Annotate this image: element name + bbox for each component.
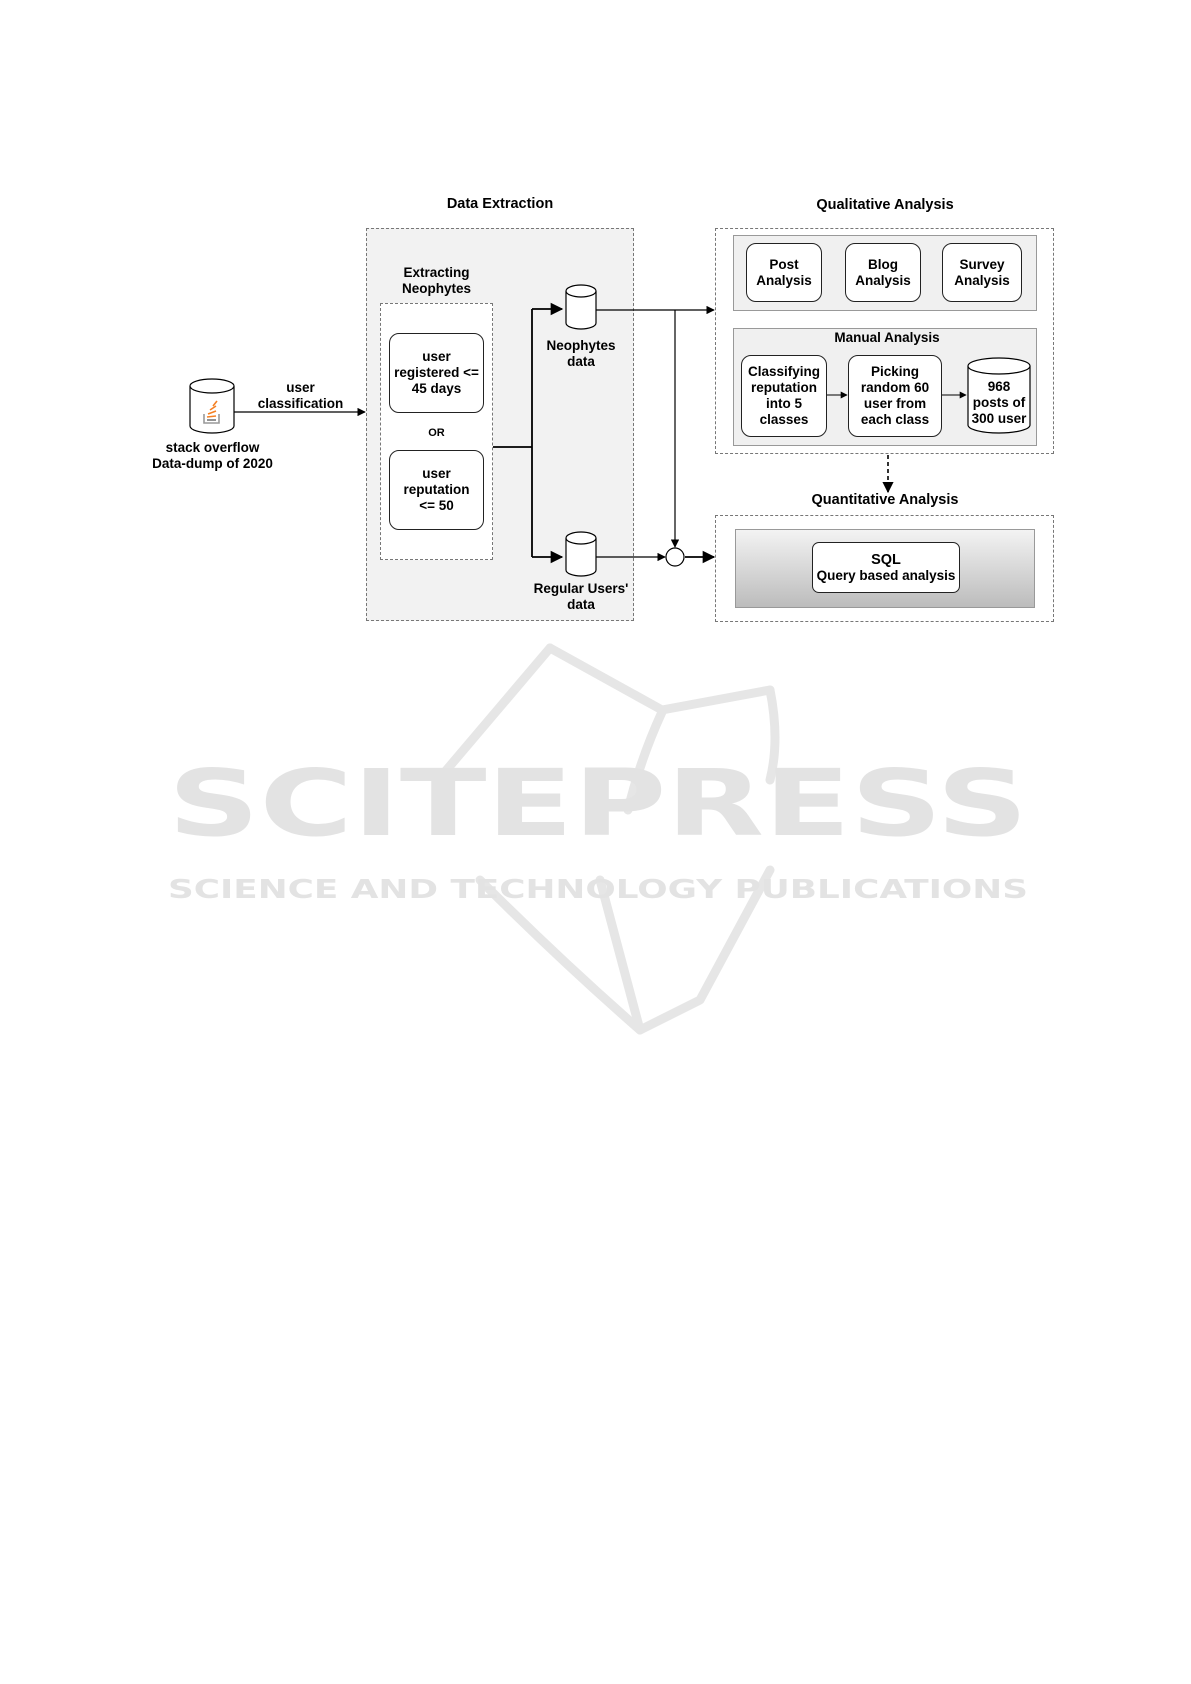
sql-subtitle: Query based analysis — [816, 567, 956, 583]
svg-text:SCITEPRESS: SCITEPRESS — [168, 750, 1028, 857]
survey-analysis-box: Survey Analysis — [942, 243, 1022, 302]
qualitative-analysis-title: Qualitative Analysis — [816, 197, 954, 213]
quantitative-analysis-title: Quantitative Analysis — [811, 492, 959, 508]
regular-users-data-label: Regular Users' data — [533, 581, 629, 612]
result-posts-label: 968 posts of 300 user — [971, 379, 1027, 426]
regular-users-database-icon — [566, 532, 596, 576]
blog-analysis-box: Blog Analysis — [845, 243, 921, 302]
or-label: OR — [428, 427, 445, 439]
neophytes-data-label: Neophytes data — [546, 338, 616, 369]
classify-reputation-box: Classifying reputation into 5 classes — [741, 355, 827, 437]
criteria-reputation-box: user reputation <= 50 — [389, 450, 484, 530]
stack-overflow-database-icon — [190, 379, 234, 433]
data-extraction-title: Data Extraction — [446, 196, 554, 212]
svg-text:SCIENCE AND TECHNOLOGY PUBLICA: SCIENCE AND TECHNOLOGY PUBLICATIONS — [168, 875, 1028, 905]
source-label: stack overflow Data-dump of 2020 — [152, 440, 273, 471]
neophytes-database-icon — [566, 285, 596, 329]
sql-title: SQL — [871, 551, 901, 568]
sql-analysis-box — [812, 542, 960, 593]
merge-junction — [666, 548, 684, 566]
pick-random-users-box: Picking random 60 user from each class — [848, 355, 942, 437]
criteria-registered-box: user registered <= 45 days — [389, 333, 484, 413]
manual-analysis-title: Manual Analysis — [834, 330, 940, 345]
post-analysis-box: Post Analysis — [746, 243, 822, 302]
extracting-neophytes-title: Extracting Neophytes — [401, 265, 472, 296]
user-classification-label: user classification — [257, 380, 344, 411]
